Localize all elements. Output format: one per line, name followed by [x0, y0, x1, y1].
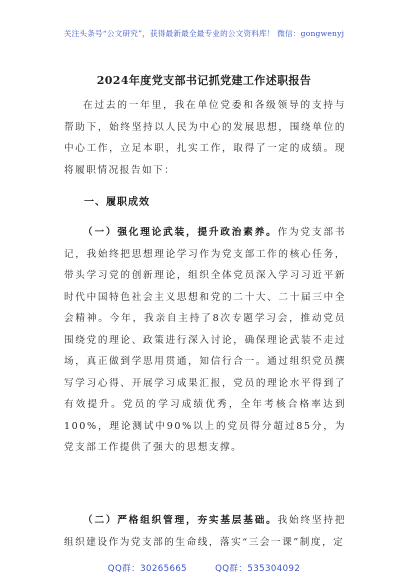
footer-qq-group-2: QQ群：535304092	[215, 564, 301, 574]
paragraph-theory-study	[64, 222, 346, 459]
paragraph-organization	[64, 510, 346, 553]
paragraph-lead-theory: （一）强化理论武装，提升政治素养。	[83, 227, 278, 238]
paragraph-body-theory: 作为党支部书记，我始终把思想理论学习作为党支部工作的核心任务，带头学习党的创新理论，组织全体党员深入学习习近平新时代中国特色社会主义思想和党的二十大、二十届三中全会精神。今年，我亲自主持了8次专题学习会，推动党员围绕党的理论、政策进行深入讨论，确保理论武装不走过场，真正做到学思用贯通，知信行合一。通过组织党员撰写学习心得、开展学习成果汇报，党员的理论水平得到了有效提升。党员的学习成绩优秀，全年考核合格率达到100%，理论测试中90%以上的党员得分超过85分，为党支部工作提供了强大的思想支撑。	[64, 227, 346, 453]
document-title: 2024年度党支部书记抓党建工作述职报告	[96, 74, 312, 87]
paragraph-lead-organization: （二）严格组织管理，夯实基层基础。	[83, 515, 278, 526]
footer-qq-group-1: QQ群：30265665	[107, 564, 188, 574]
paragraph-body-organization: 我始终坚持把组织建设作为党支部的生命线，落实“三会一课”制度，定	[64, 515, 346, 548]
intro-paragraph: 在过去的一年里，我在单位党委和各级领导的支持与帮助下，始终坚持以人民为中心的发展思想，围绕单位的中心工作，立足本职，扎实工作，取得了一定的成绩。现将履职情况报告如下：	[64, 100, 346, 176]
footer-contact	[0, 562, 408, 574]
header-promo-note: 关注头条号“公文研究”，获得最新最全最专业的公文资料库！ 微信：gongwenyj	[63, 29, 345, 38]
section-heading-performance: 一、履职成效	[84, 197, 150, 208]
